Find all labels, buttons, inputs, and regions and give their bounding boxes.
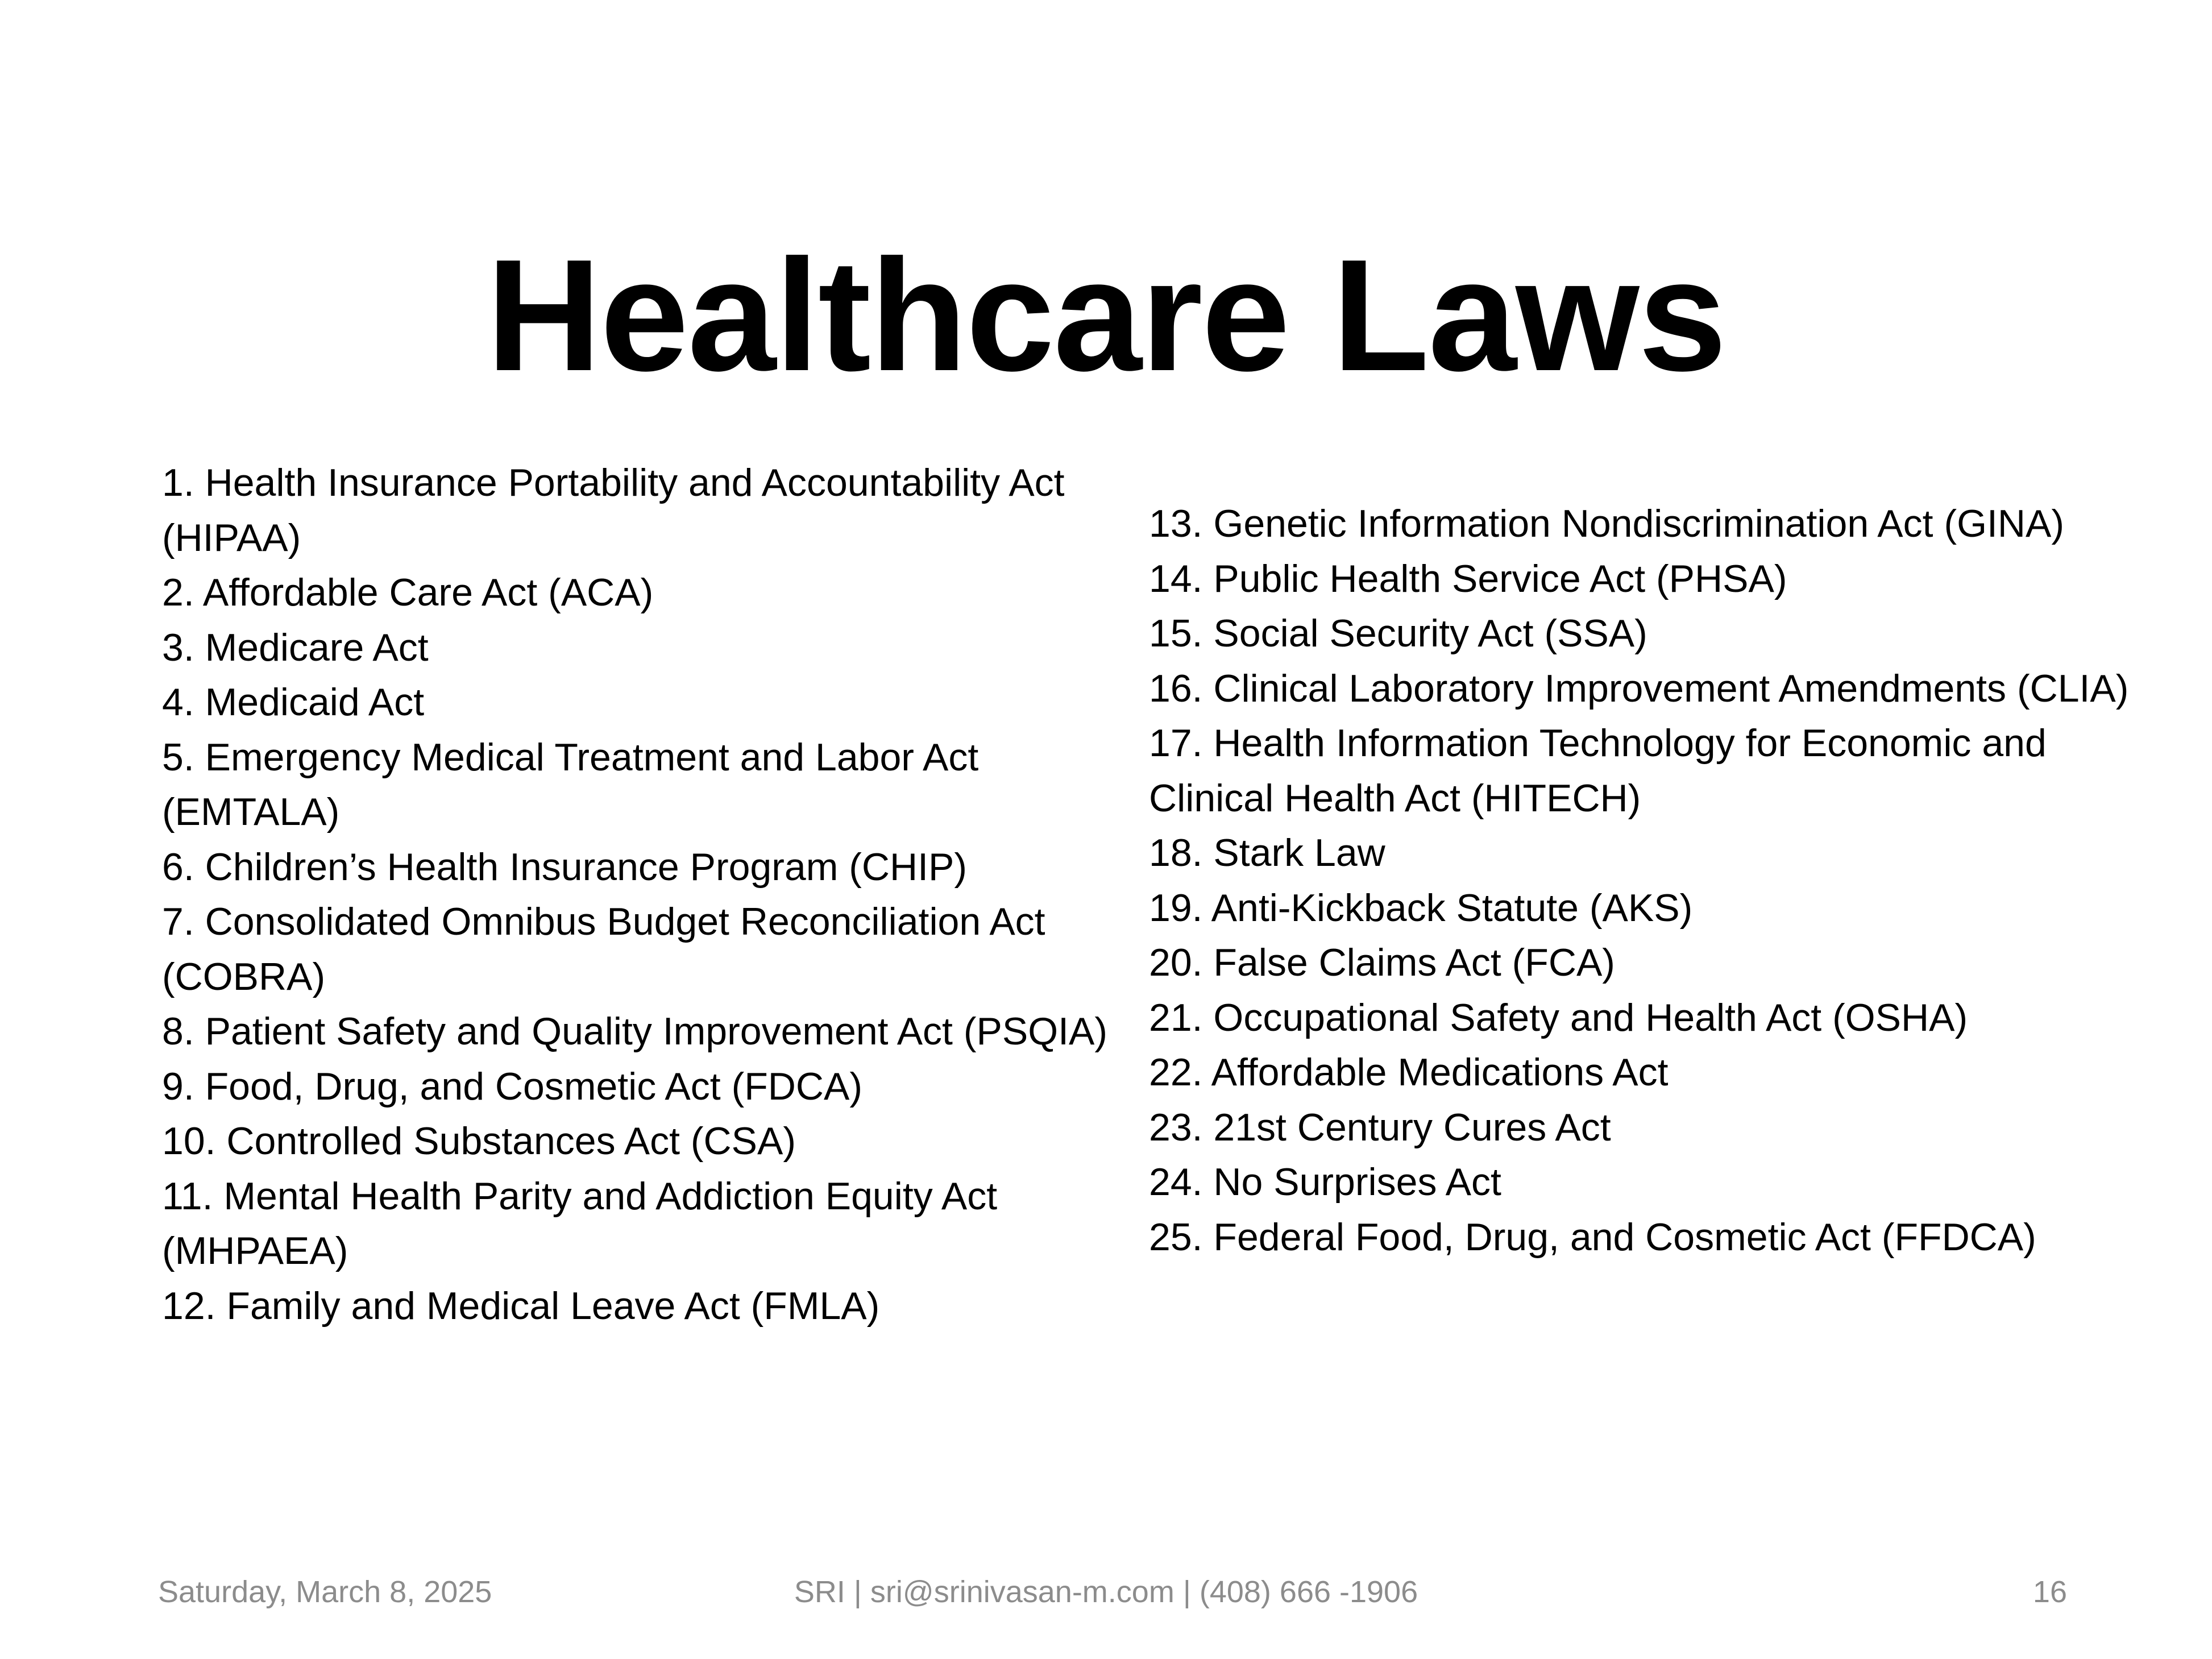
list-item: 10. Controlled Substances Act (CSA): [162, 1119, 796, 1163]
list-item: 13. Genetic Information Nondiscrimination Act (GINA): [1149, 502, 2064, 545]
list-item: 17. Health Information Technology for Economic and Clinical Health Act (HITECH): [1149, 721, 2047, 820]
list-item: 2. Affordable Care Act (ACA): [162, 571, 654, 614]
list-item: 20. False Claims Act (FCA): [1149, 941, 1615, 984]
list-item: 15. Social Security Act (SSA): [1149, 612, 1647, 655]
left-law-list: [162, 455, 1111, 1333]
list-item: 1. Health Insurance Portability and Accountability Act (HIPAA): [162, 461, 1065, 559]
list-item: 3. Medicare Act: [162, 625, 429, 669]
page-number: 16: [2032, 1575, 2067, 1609]
right-law-list: [1149, 496, 2149, 1264]
list-item: 22. Affordable Medications Act: [1149, 1051, 1669, 1094]
footer-contact: SRI | sri@srinivasan-m.com | (408) 666 -1906: [794, 1575, 1418, 1609]
list-item: 24. No Surprises Act: [1149, 1160, 1501, 1204]
list-item: 16. Clinical Laboratory Improvement Amendments (CLIA): [1149, 666, 2129, 710]
list-item: 23. 21st Century Cures Act: [1149, 1105, 1611, 1149]
list-item: 14. Public Health Service Act (PHSA): [1149, 557, 1787, 600]
list-item: 7. Consolidated Omnibus Budget Reconciliation Act (COBRA): [162, 900, 1045, 998]
list-item: 18. Stark Law: [1149, 831, 1385, 874]
list-item: 8. Patient Safety and Quality Improvement Act (PSQIA): [162, 1010, 1107, 1053]
list-item: 6. Children’s Health Insurance Program (CHIP): [162, 845, 967, 889]
list-item: 19. Anti-Kickback Statute (AKS): [1149, 886, 1693, 930]
list-item: 4. Medicaid Act: [162, 681, 425, 724]
footer-date: Saturday, March 8, 2025: [158, 1575, 492, 1609]
list-item: 21. Occupational Safety and Health Act (OSHA): [1149, 996, 1968, 1039]
list-item: 12. Family and Medical Leave Act (FMLA): [162, 1284, 880, 1328]
list-item: 5. Emergency Medical Treatment and Labor Act (EMTALA): [162, 735, 979, 833]
list-item: 9. Food, Drug, and Cosmetic Act (FDCA): [162, 1064, 862, 1108]
list-item: 11. Mental Health Parity and Addiction Equity Act (MHPAEA): [162, 1174, 998, 1272]
list-item: 25. Federal Food, Drug, and Cosmetic Act (FFDCA): [1149, 1215, 2036, 1259]
slide-title: Healthcare Laws: [486, 227, 1726, 404]
